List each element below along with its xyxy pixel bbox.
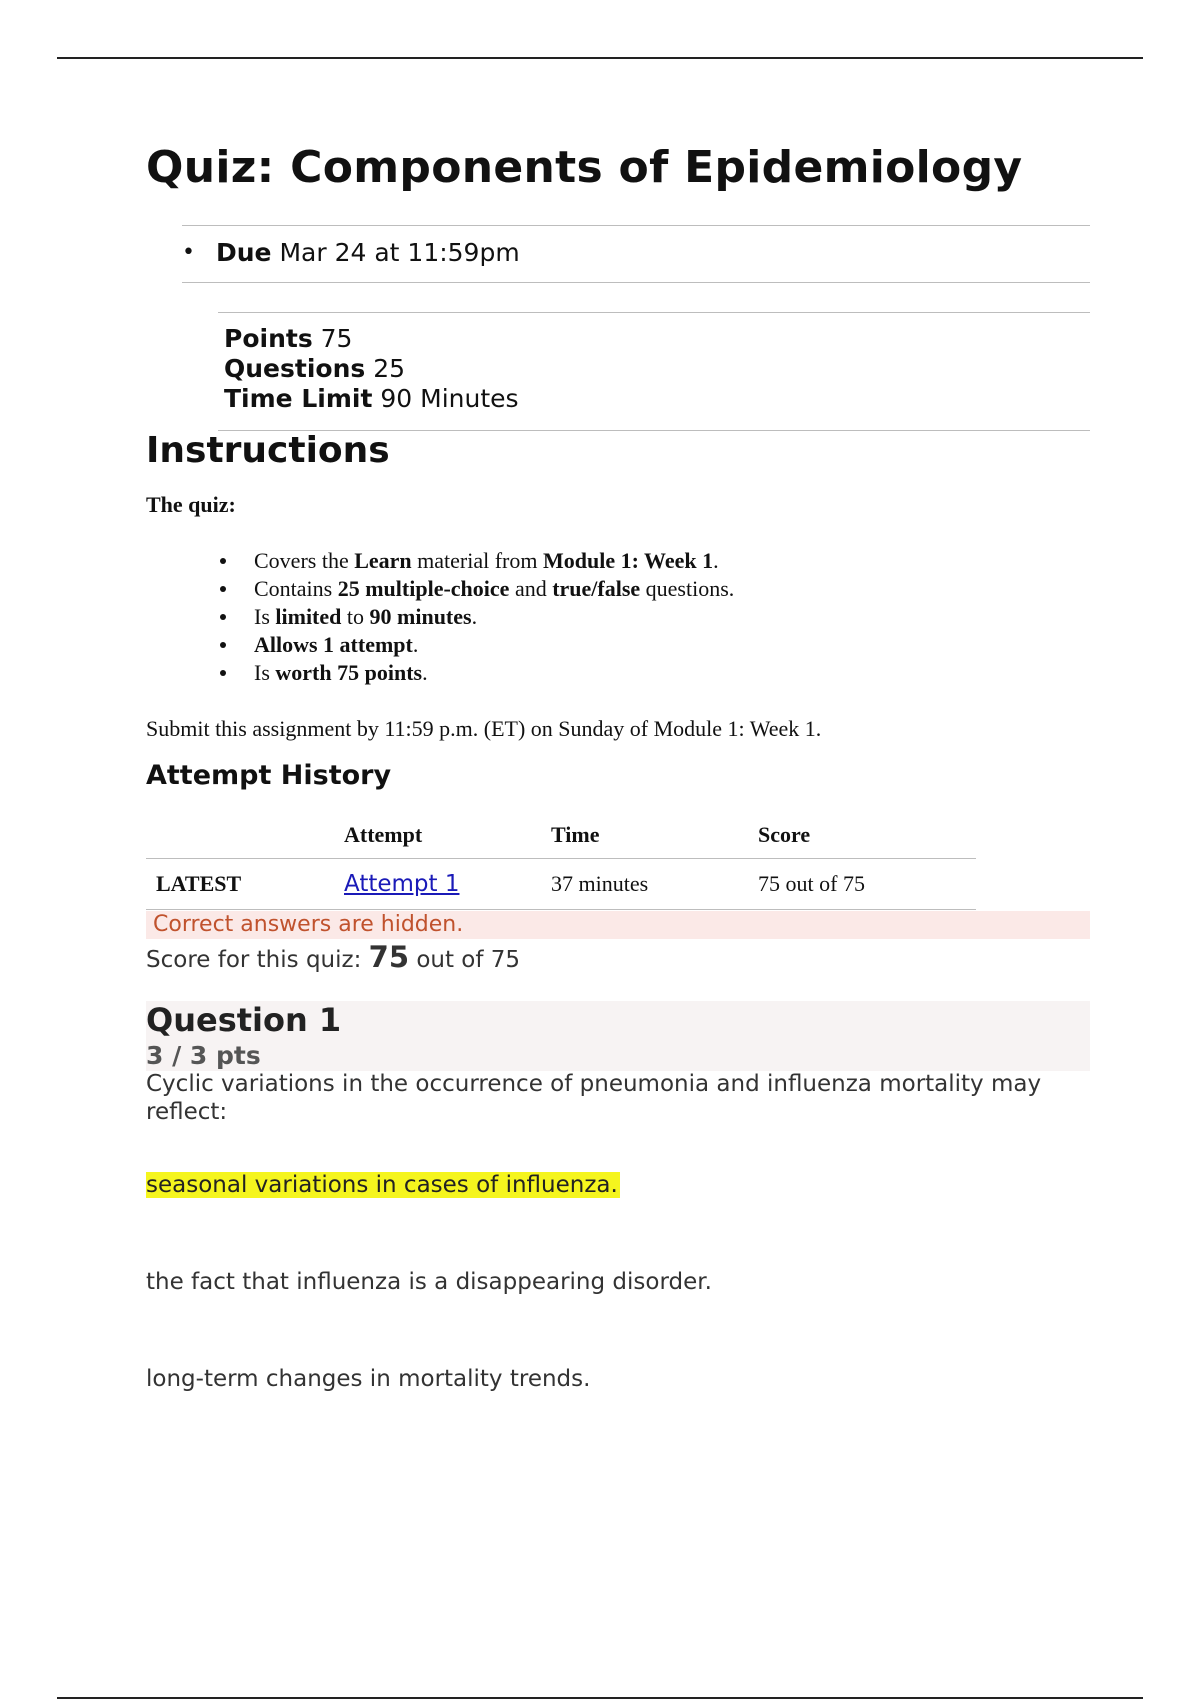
- bottom-divider: [57, 1697, 1143, 1699]
- answers-hidden-notice: [146, 911, 1090, 939]
- list-item: Covers the Learn material from Module 1: Week 1.: [216, 547, 734, 575]
- column-header-attempt: Attempt: [344, 812, 551, 859]
- instructions-intro: The quiz:: [146, 492, 236, 517]
- list-item: Contains 25 multiple-choice and true/false questions.: [216, 575, 734, 603]
- question-title: Question 1: [146, 1001, 342, 1039]
- points-label: Points: [224, 324, 313, 353]
- answer-option-selected: seasonal variations in cases of influenza.: [146, 1172, 618, 1198]
- points-row: [224, 324, 352, 354]
- bullet-icon: •: [182, 240, 195, 265]
- column-header: [146, 812, 344, 859]
- due-value: Mar 24 at 11:59pm: [279, 238, 520, 267]
- top-divider: [57, 57, 1143, 59]
- list-item: Is limited to 90 minutes.: [216, 603, 734, 631]
- time-limit-label: Time Limit: [224, 384, 373, 413]
- table-row: [146, 859, 976, 910]
- questions-value: 25: [373, 354, 406, 383]
- table-header-row: [146, 812, 976, 859]
- question-text: Cyclic variations in the occurrence of pneumonia and influenza mortality may reflect:: [146, 1071, 1042, 1125]
- due-label: Due: [216, 238, 272, 267]
- attempt-history-heading: Attempt History: [146, 760, 392, 791]
- attempt-cell: [344, 859, 551, 910]
- column-header-time: Time: [551, 812, 758, 859]
- notice-text: Correct answers are hidden.: [153, 912, 464, 937]
- questions-label: Questions: [224, 354, 366, 383]
- time-limit-row: [224, 384, 519, 414]
- column-header-score: Score: [758, 812, 976, 859]
- page-title: Quiz: Components of Epidemiology: [146, 142, 1023, 193]
- answer-option: the fact that influenza is a disappearing disorder.: [146, 1269, 712, 1295]
- score-cell: 75 out of 75: [758, 859, 976, 910]
- instructions-list: [216, 547, 734, 687]
- list-item: Allows 1 attempt.: [216, 631, 734, 659]
- points-value: 75: [320, 324, 353, 353]
- instructions-heading: Instructions: [146, 430, 390, 471]
- due-date: [216, 238, 520, 267]
- score-value: 75: [368, 940, 410, 974]
- questions-row: [224, 354, 405, 384]
- submit-note: Submit this assignment by 11:59 p.m. (ET) on Sunday of Module 1: Week 1.: [146, 716, 822, 741]
- attempt-history-table: [146, 812, 976, 910]
- due-date-bar: [182, 225, 1090, 283]
- quiz-score: Score for this quiz: 75 out of 75: [146, 940, 521, 974]
- quiz-details: [218, 312, 1090, 431]
- list-item: Is worth 75 points.: [216, 659, 734, 687]
- question-header: [146, 1001, 1090, 1071]
- time-limit-value: 90 Minutes: [380, 384, 519, 413]
- question-points: 3 / 3 pts: [146, 1041, 261, 1070]
- latest-label: LATEST: [146, 859, 344, 910]
- attempt-link[interactable]: Attempt 1: [344, 871, 460, 897]
- answer-option: long-term changes in mortality trends.: [146, 1366, 591, 1392]
- time-cell: 37 minutes: [551, 859, 758, 910]
